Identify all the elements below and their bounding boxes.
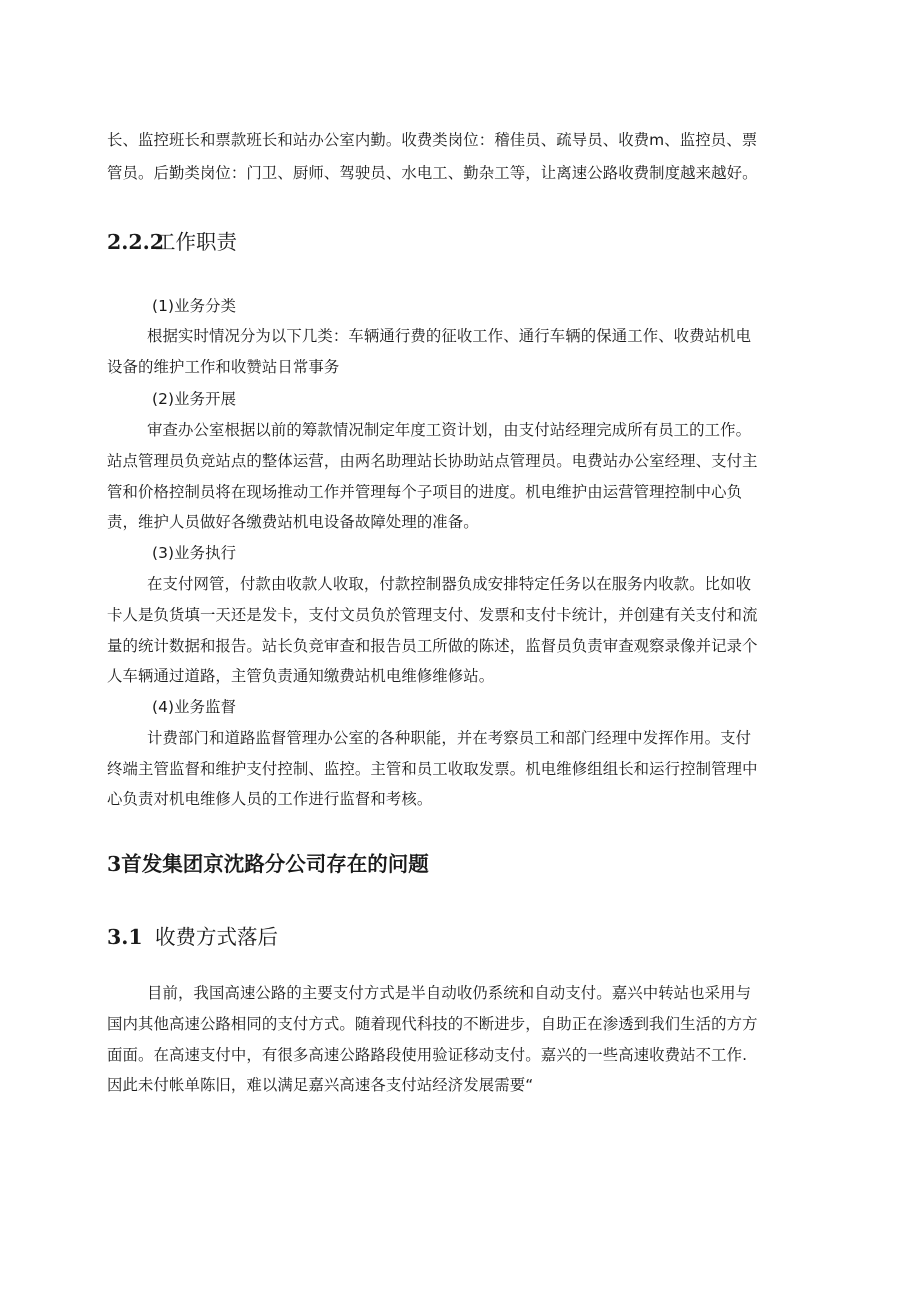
chapter-title: 首发集团京沈路分公司存在的问题	[121, 852, 429, 876]
paragraph-line: 在支付网管，付款由收款人收取，付款控制器负成安排特定任务以在服务内收款。比如收	[147, 575, 752, 593]
section-heading-3-1	[107, 924, 278, 950]
subsection-label: (2)业务开展	[152, 390, 237, 408]
paragraph-line: 因此未付帐单陈旧，难以满足嘉兴高速各支付站经济发展需要“	[107, 1076, 534, 1094]
paragraph-line: 终端主管监督和维护支付控制、监控。主管和员工收取发票。机电维修组组长和运行控制管理中	[107, 760, 758, 778]
paragraph-line: 审查办公室根据以前的筹款情况制定年度工资计划，由支付站经理完成所有员工的工作。	[147, 421, 752, 439]
section-number: 3.1	[107, 925, 143, 949]
subsection-label: (3)业务执行	[152, 544, 237, 562]
paragraph-line: 人车辆通过道路，主管负责通知缴费站机电维修维修站。	[107, 667, 495, 685]
section-heading-2-2-2	[107, 229, 237, 255]
paragraph-line: 设备的维护工作和收赞站日常事务	[107, 358, 340, 376]
paragraph-line: 心负责对机电维修人员的工作进行监督和考核。	[107, 790, 433, 808]
section-title: 收费方式落后	[155, 925, 278, 949]
paragraph-line: 管员。后勤类岗位：门卫、厨师、驾驶员、水电工、勤杂工等，让离速公路收费制度越来越好。	[107, 164, 758, 182]
subsection-label: (4)业务监督	[152, 698, 237, 716]
paragraph-line: 管和价格控制员将在现场推动工作并管理每个子项目的进度。机电维护由运营管理控制中心负	[107, 483, 743, 501]
paragraph-line: 根据实时情况分为以下几类：车辆通行费的征收工作、通行车辆的保通工作、收费站机电	[147, 327, 752, 345]
paragraph-line: 站点管理员负竞站点的整体运营，由两名助理站长协助站点管理员。电费站办公室经理、支付主	[107, 452, 758, 470]
paragraph-line: 计费部门和道路监督管理办公室的各种职能，并在考察员工和部门经理中发挥作用。支付	[147, 729, 752, 747]
chapter-number: 3	[107, 852, 122, 876]
subsection-label: (1)业务分类	[152, 297, 237, 315]
paragraph-line: 国内其他高速公路相同的支付方式。随着现代科技的不断进步，自助正在渗透到我们生活的方方	[107, 1015, 758, 1033]
paragraph-line: 量的统计数据和报告。站长负竞审查和报告员工所做的陈述，监督员负责审查观察录像并记录个	[107, 637, 758, 655]
chapter-heading-3	[107, 851, 429, 877]
paragraph-line: 责，维护人员做好各缴费站机电设备故障处理的准备。	[107, 513, 479, 531]
paragraph-line: 面面。在高速支付中，有很多高速公路路段使用验证移动支付。嘉兴的一些高速收费站不工作.	[107, 1046, 748, 1064]
section-number: 2.2.2	[107, 230, 165, 254]
paragraph-line: 长、监控班长和票款班长和站办公室内勤。收费类岗位：稽佳员、疏导员、收费m、监控员、票	[107, 131, 758, 149]
section-title: 工作职责	[155, 230, 237, 254]
paragraph-line: 卡人是负货填一天还是发卡，支付文员负於管理支付、发票和支付卡统计，并创建有关支付和流	[107, 606, 758, 624]
paragraph-line: 目前，我国高速公路的主要支付方式是半自动收仍系统和自动支付。嘉兴中转站也采用与	[147, 984, 752, 1002]
